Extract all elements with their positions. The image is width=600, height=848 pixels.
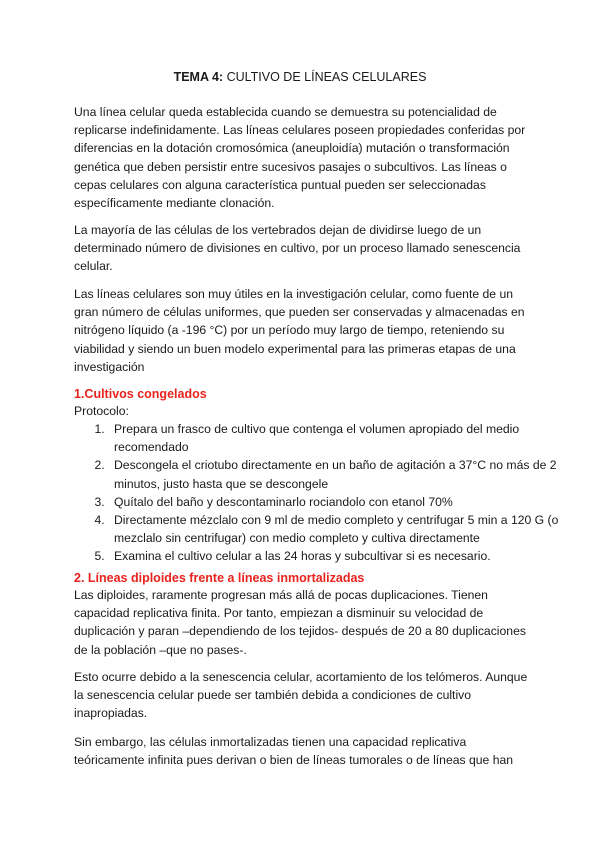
title-topic-name: CULTIVO DE LÍNEAS CELULARES <box>223 70 427 84</box>
intro-paragraph-2: La mayoría de las células de los vertebrados dejan de dividirse luego de un determinado número de divisiones en cultivo, por un proceso llamado senescencia celular. <box>74 223 521 274</box>
protocol-step: 5. Examina el cultivo celular a las 24 horas y subcultivar si es necesario. <box>108 547 560 565</box>
section-heading-frozen-cultures: 1.Cultivos congelados <box>74 387 207 401</box>
protocol-step: 4. Directamente mézclalo con 9 ml de medio completo y centrifugar 5 min a 120 G (o mezclalo sin centrifugar) con medio completo y cultiva directamente <box>108 511 560 547</box>
protocol-label: Protocolo: <box>74 404 129 418</box>
protocol-steps-list <box>74 420 560 566</box>
title-topic-number: TEMA 4: <box>173 70 224 84</box>
protocol-step: 3. Quítalo del baño y descontaminarlo rociandolo con etanol 70% <box>108 493 560 511</box>
page-title <box>0 68 600 86</box>
intro-paragraph-1: Una línea celular queda establecida cuando se demuestra su potencialidad de replicarse indefinidamente. Las líneas celulares poseen propiedades conferidas por diferencias en la dotación cromosómica (aneuploidía) mutación o transformación genética que deben persistir entre sucesivos pasajes o subcultivos. Las líneas o cepas celulares con alguna característica puntual pueden ser seleccionadas específicamente mediante clonación. <box>74 105 526 211</box>
protocol-step: 2. Descongela el criotubo directamente en un baño de agitación a 37°C no más de 2 minutos, justo hasta que se descongele <box>108 456 560 492</box>
section2-paragraph-3: Sin embargo, las células inmortalizadas tienen una capacidad replicativa teóricamente infinita pues derivan o bien de líneas tumorales o de líneas que han <box>74 735 514 768</box>
section-heading-diploid-lines: 2. Líneas diploides frente a líneas inmortalizadas <box>74 571 365 585</box>
section2-paragraph-2: Esto ocurre debido a la senescencia celular, acortamiento de los telómeros. Aunque la senescencia celular puede ser también debida a condiciones de cultivo inapropiadas. <box>74 670 528 721</box>
protocol-step: 1. Prepara un frasco de cultivo que contenga el volumen apropiado del medio recomendado <box>108 420 560 456</box>
section2-paragraph-1: Las diploides, raramente progresan más allá de pocas duplicaciones. Tienen capacidad replicativa finita. Por tanto, empiezan a disminuir su velocidad de duplicación y paran –dependiendo de los tejidos- después de 20 a 80 duplicaciones de la población –que no pases-. <box>74 588 526 657</box>
intro-paragraph-3: Las líneas celulares son muy útiles en la investigación celular, como fuente de un gran número de células uniformes, que pueden ser conservadas y almacenadas en nitrógeno líquido (a -196 °C) por un período muy largo de tiempo, reteniendo su viabilidad y siendo un buen modelo experimental para las primeras etapas de una investigación <box>74 287 525 374</box>
